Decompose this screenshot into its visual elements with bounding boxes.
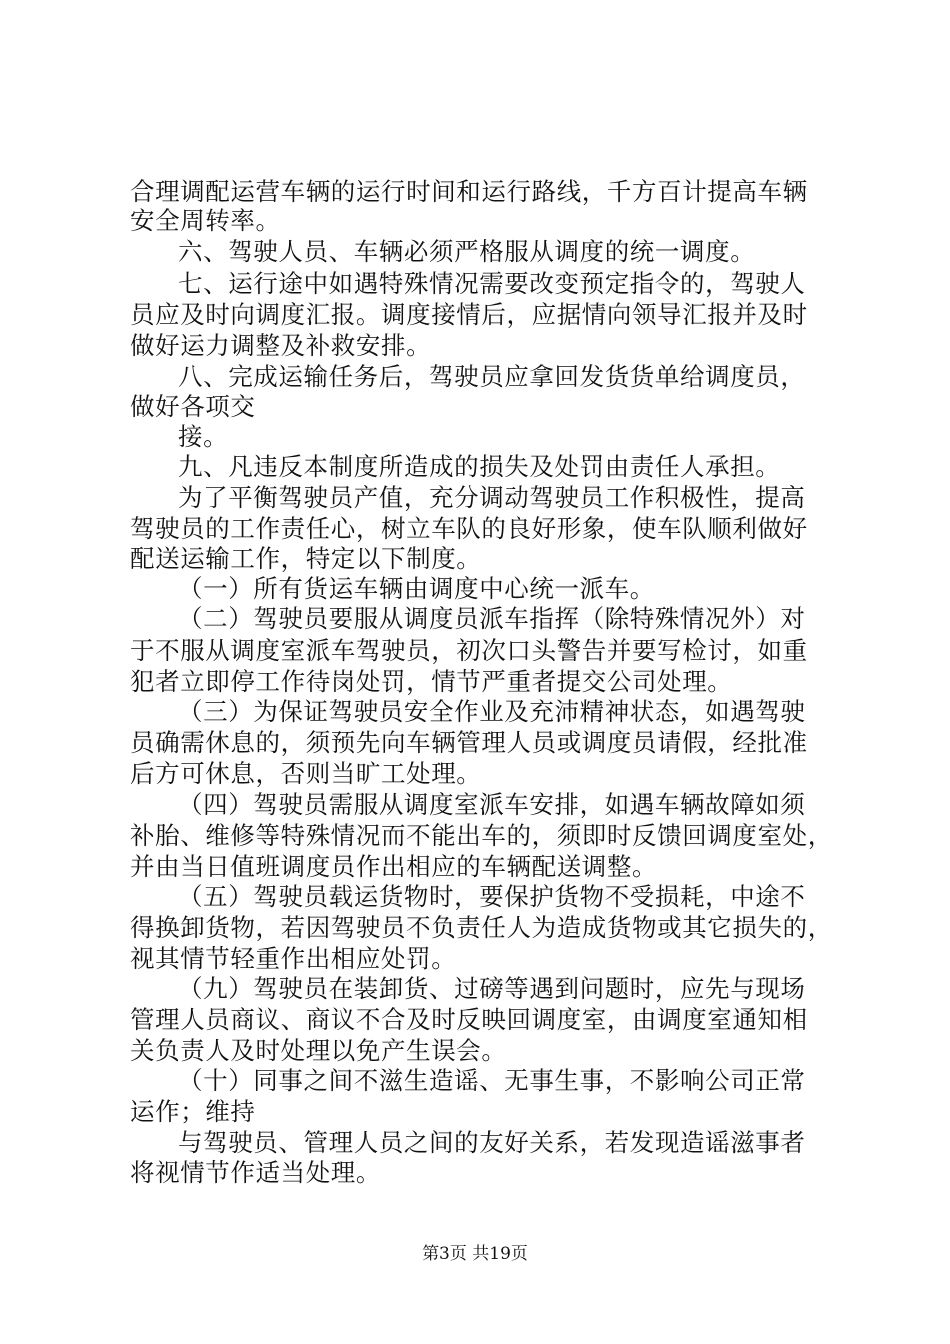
text-line: 视其情节轻重作出相应处罚。 [130,944,457,973]
text-line: 后方可休息，否则当旷工处理。 [130,759,482,788]
text-line: 六、驾驶人员、车辆必须严格服从调度的统一调度。 [178,237,756,266]
text-line: （二）驾驶员要服从调度员派车指挥（除特殊情况外）对 [178,604,806,633]
text-line: （一）所有货运车辆由调度中心统一派车。 [178,574,655,603]
text-line: 将视情节作适当处理。 [130,1158,381,1187]
text-line: （十）同事之间不滋生造谣、无事生事，不影响公司正常 [178,1066,806,1095]
page-number-footer: 第3页 共19页 [422,1244,528,1264]
text-line: （三）为保证驾驶员安全作业及充沛精神状态，如遇驾驶 [178,697,806,726]
text-line: 员应及时向调度汇报。调度接情后，应据情向领导汇报并及时 [130,300,808,329]
text-line: 配送运输工作，特定以下制度。 [130,544,482,573]
text-line: 驾驶员的工作责任心，树立车队的良好形象，使车队顺利做好 [130,514,808,543]
text-line: 员确需休息的，须预先向车辆管理人员或调度员请假，经批准 [130,728,808,757]
text-line: 补胎、维修等特殊情况而不能出车的，须即时反馈回调度室处， [130,821,833,850]
text-line: （四）驾驶员需服从调度室派车安排，如遇车辆故障如须 [178,790,806,819]
text-line: 得换卸货物，若因驾驶员不负责任人为造成货物或其它损失的， [130,913,833,942]
text-line: 为了平衡驾驶员产值，充分调动驾驶员工作积极性，提高 [178,483,806,512]
text-line: 做好各项交 [130,392,256,421]
text-line: 八、完成运输任务后，驾驶员应拿回发货货单给调度员， [178,362,806,391]
text-line: 并由当日值班调度员作出相应的车辆配送调整。 [130,852,658,881]
text-line: 合理调配运营车辆的运行时间和运行路线，千方百计提高车辆 [130,177,808,206]
text-line: 管理人员商议、商议不合及时反映回调度室，由调度室通知相 [130,1005,808,1034]
text-line: 接。 [178,422,229,451]
text-line: 与驾驶员、管理人员之间的友好关系，若发现造谣滋事者 [178,1128,806,1157]
text-line: （五）驾驶员载运货物时，要保护货物不受损耗，中途不 [178,882,806,911]
text-line: 运作；维持 [130,1097,256,1126]
text-line: 于不服从调度室派车驾驶员，初次口头警告并要写检讨，如重 [130,636,808,665]
text-line: （九）驾驶员在装卸货、过磅等遇到问题时，应先与现场 [178,974,806,1003]
text-line: 犯者立即停工作待岗处罚，情节严重者提交公司处理。 [130,667,733,696]
text-line: 安全周转率。 [130,206,281,235]
text-line: 九、凡违反本制度所造成的损失及处罚由责任人承担。 [178,452,781,481]
text-line: 关负责人及时处理以免产生误会。 [130,1036,507,1065]
text-line: 七、运行途中如遇特殊情况需要改变预定指令的，驾驶人 [178,269,806,298]
text-line: 做好运力调整及补救安排。 [130,331,432,360]
